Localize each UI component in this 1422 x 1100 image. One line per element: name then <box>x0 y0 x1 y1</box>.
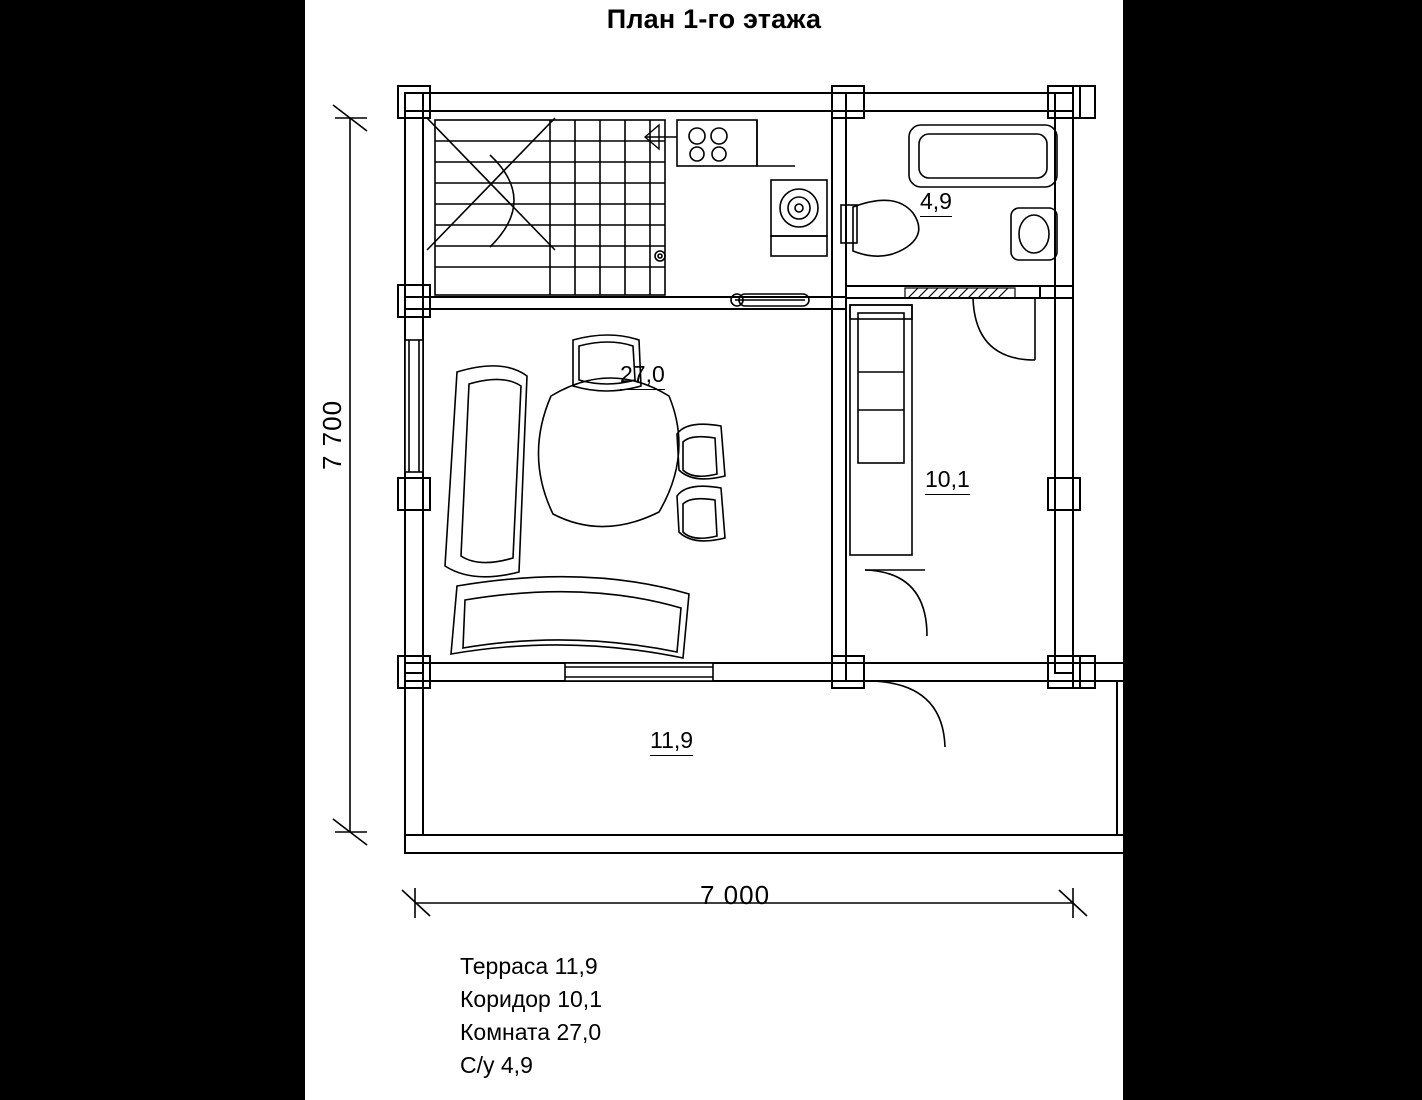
corridor-furniture <box>850 305 912 555</box>
page-title: План 1-го этажа <box>606 4 822 34</box>
interior-walls <box>405 93 1073 681</box>
floorplan-drawing <box>305 0 1123 1100</box>
area-label-bathroom: 4,9 <box>920 188 952 217</box>
legend-item: Коридор 10,1 <box>460 986 602 1012</box>
kitchen-fixtures <box>645 120 827 256</box>
legend-item: С/у 4,9 <box>460 1052 533 1078</box>
log-corner-notches <box>398 86 1095 688</box>
hatched-partition <box>905 288 1015 298</box>
area-label-room: 27,0 <box>620 361 665 390</box>
staircase <box>427 118 665 295</box>
room-furniture <box>445 335 725 658</box>
area-label-corridor: 10,1 <box>925 466 970 495</box>
doors <box>731 294 1035 747</box>
washbasin <box>1011 208 1057 260</box>
area-label-terrace: 11,9 <box>650 727 693 756</box>
bathtub <box>909 125 1057 187</box>
legend-item: Комната 27,0 <box>460 1019 602 1045</box>
dimension-lines <box>333 105 1087 918</box>
legend-item: Терраса 11,9 <box>460 953 598 979</box>
overall-width-dimension: 7 000 <box>700 880 771 910</box>
overall-height-dimension: 7 700 <box>317 399 347 470</box>
room-legend <box>460 950 602 1082</box>
toilet <box>841 200 919 256</box>
drawing-sheet <box>305 0 1123 1100</box>
